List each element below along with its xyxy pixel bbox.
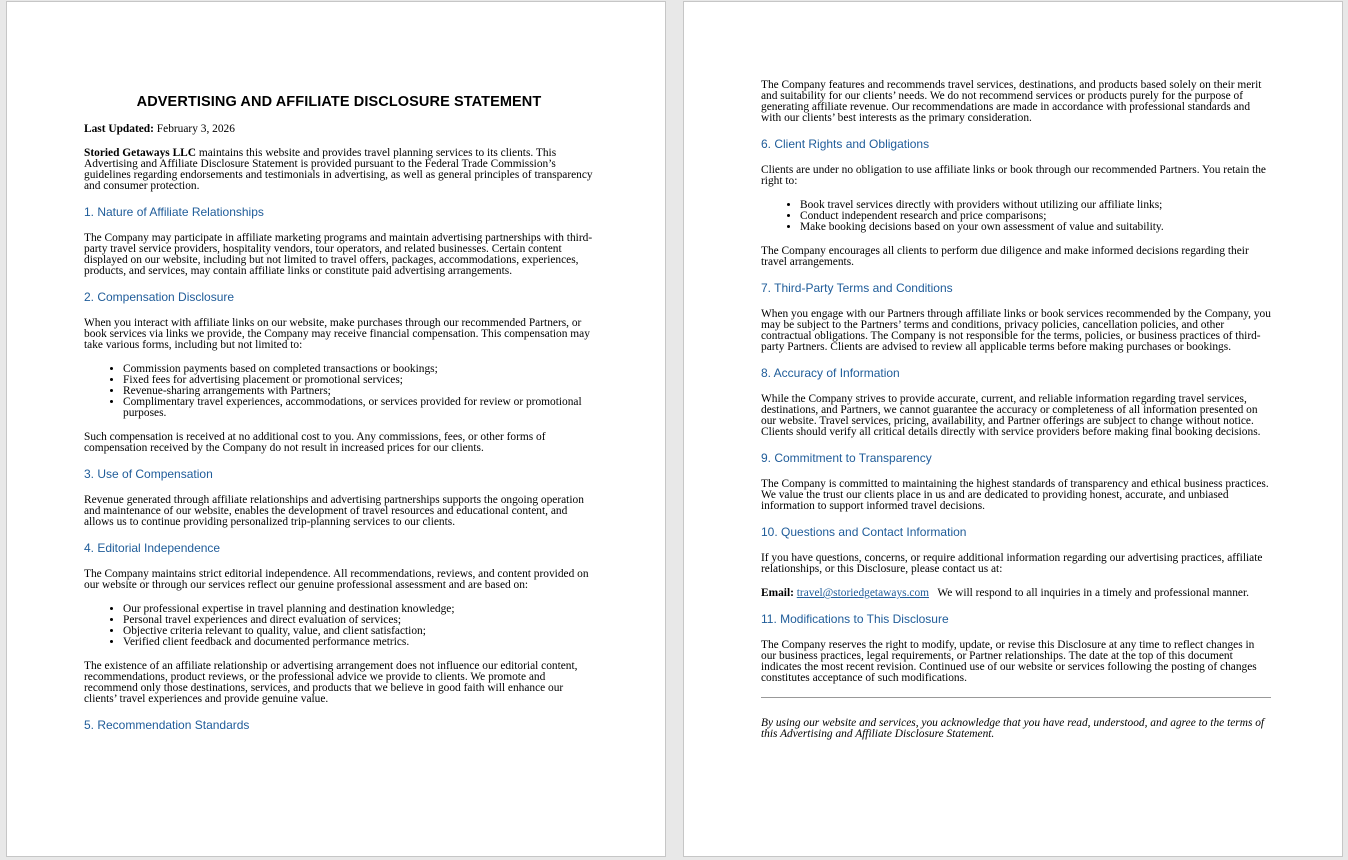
section-9-heading: 9. Commitment to Transparency [761, 451, 932, 465]
section-9-paragraph: The Company is committed to maintaining the highest standards of transparency and ethical business practices. We value the trust our clients place in us and are dedicated to providing honest, accurate, and unbiased information to support informed travel decisions. [761, 478, 1269, 512]
section-5-paragraph: The Company features and recommends travel services, destinations, and products based solely on their merit and suitability for our clients’ needs. We do not recommend services or products purely for the purpose of generating affiliate revenue. Our recommendations are made in accordance with professional standards and with our clients’ best interests as the primary consideration. [761, 79, 1262, 124]
section-3-paragraph: Revenue generated through affiliate relationships and advertising partnerships supports the ongoing operation and maintenance of our website, enables the development of travel resources and educational content, and allows us to continue providing personalized trip-planning services to our clients. [84, 494, 584, 528]
section-10-paragraph: If you have questions, concerns, or require additional information regarding our advertising practices, affiliate relationships, or this Disclosure, please contact us at: [761, 552, 1263, 575]
contact-email-line [761, 588, 1271, 599]
section-8-heading: 8. Accuracy of Information [761, 366, 900, 380]
section-6-paragraph-2: The Company encourages all clients to perform due diligence and make informed decisions regarding their travel arrangements. [761, 245, 1249, 268]
compensation-list [84, 364, 594, 419]
list-item: • Objective criteria relevant to quality, value, and client satisfaction; [123, 626, 594, 637]
section-7-paragraph: When you engage with our Partners through affiliate links or book services recommended by the Company, you may be subject to the Partners’ terms and conditions, privacy policies, cancellation policies, and other contractual obligations. The Company is not responsible for the terms, policies, or business practices of third-party Partners. Clients are advised to review all applicable terms before making purchases or bookings. [761, 308, 1271, 353]
section-2-paragraph-1: When you interact with affiliate links on our website, make purchases through our recommended Partners, or book services via links we provide, the Company may receive financial compensation. This compensation may take various forms, including but not limited to: [84, 317, 590, 351]
document-page-2 [683, 1, 1343, 857]
client-rights-list [761, 200, 1271, 233]
section-7-heading: 7. Third-Party Terms and Conditions [761, 281, 953, 295]
last-updated [84, 124, 594, 135]
email-note: We will respond to all inquiries in a timely and professional manner. [937, 587, 1249, 599]
email-link[interactable]: travel@storiedgetaways.com [796, 587, 930, 599]
company-name: Storied Getaways LLC [84, 147, 197, 159]
section-11-paragraph: The Company reserves the right to modify, update, or revise this Disclosure at any time to reflect changes in our business practices, legal requirements, or Partner relationships. The date at the top of this document indicates the most recent revision. Continued use of our website or services following the posting of changes constitutes acceptance of such modifications. [761, 639, 1257, 684]
section-5-heading: 5. Recommendation Standards [84, 718, 250, 732]
email-label: Email: [761, 587, 794, 599]
last-updated-date: February 3, 2026 [156, 123, 235, 135]
section-6-paragraph-1: Clients are under no obligation to use affiliate links or book through our recommended Partners. You retain the right to: [761, 164, 1266, 187]
list-item: • Fixed fees for advertising placement or promotional services; [123, 375, 594, 386]
section-2-heading: 2. Compensation Disclosure [84, 290, 235, 304]
list-item: • Personal travel experiences and direct evaluation of services; [123, 615, 594, 626]
section-3-heading: 3. Use of Compensation [84, 467, 213, 481]
list-item: • Our professional expertise in travel planning and destination knowledge; [123, 604, 594, 615]
document-title: ADVERTISING AND AFFILIATE DISCLOSURE STATEMENT [136, 94, 542, 110]
section-4-paragraph-1: The Company maintains strict editorial independence. All recommendations, reviews, and content provided on our website or through our services reflect our genuine professional assessment and are based on: [84, 568, 589, 591]
section-4-paragraph-2: The existence of an affiliate relationship or advertising arrangement does not influence our editorial content, recommendations, product reviews, or the professional advice we provide to clients. We promote and recommend only those destinations, services, and products that we believe in good faith will enhance our clients’ travel experiences and provide genuine value. [84, 660, 578, 705]
section-10-heading: 10. Questions and Contact Information [761, 525, 967, 539]
horizontal-divider [761, 697, 1271, 698]
page-2-content [761, 80, 1271, 753]
section-8-paragraph: While the Company strives to provide accurate, current, and reliable information regarding travel services, destinations, and Partners, we cannot guarantee the accuracy or completeness of all information presented on our website. Travel services, pricing, availability, and Partner offerings are subject to change without notice. Clients should verify all critical details directly with service providers before making final booking decisions. [761, 393, 1261, 438]
section-4-heading: 4. Editorial Independence [84, 541, 221, 555]
list-item: • Book travel services directly with providers without utilizing our affiliate links; [800, 200, 1271, 211]
list-item: • Conduct independent research and price comparisons; [800, 211, 1271, 222]
independence-list [84, 604, 594, 648]
section-1-paragraph: The Company may participate in affiliate marketing programs and maintain advertising partnerships with third-party travel service providers, hospitality vendors, tour operators, and related businesses. Certain content displayed on our website, including but not limited to travel offers, packages, accommodations, experiences, products, and services, may contain affiliate links or constitute paid advertising arrangements. [84, 232, 593, 277]
last-updated-label: Last Updated: [84, 123, 154, 135]
intro-text: maintains this website and provides travel planning services to its clients. This Advertising and Affiliate Disclosure Statement is provided pursuant to the Federal Trade Commission’s guidelines regarding endorsements and testimonials in advertising, as well as general principles of transparency and consumer protection. [84, 147, 593, 192]
section-6-heading: 6. Client Rights and Obligations [761, 137, 930, 151]
intro-paragraph [84, 148, 594, 192]
closing-statement: By using our website and services, you acknowledge that you have read, understood, and agree to the terms of this Advertising and Affiliate Disclosure Statement. [761, 717, 1265, 740]
list-item: • Commission payments based on completed transactions or bookings; [123, 364, 594, 375]
document-page-1 [6, 1, 666, 857]
section-1-heading: 1. Nature of Affiliate Relationships [84, 205, 264, 219]
list-item: • Make booking decisions based on your own assessment of value and suitability. [800, 222, 1271, 233]
section-2-paragraph-2: Such compensation is received at no additional cost to you. Any commissions, fees, or other forms of compensation received by the Company do not result in increased prices for our clients. [84, 431, 546, 454]
list-item: • Revenue-sharing arrangements with Partners; [123, 386, 594, 397]
list-item: • Verified client feedback and documented performance metrics. [123, 637, 594, 648]
page-1-content [84, 92, 594, 746]
section-11-heading: 11. Modifications to This Disclosure [761, 612, 949, 626]
list-item: • Complimentary travel experiences, accommodations, or services provided for review or promotional purposes. [123, 397, 594, 419]
